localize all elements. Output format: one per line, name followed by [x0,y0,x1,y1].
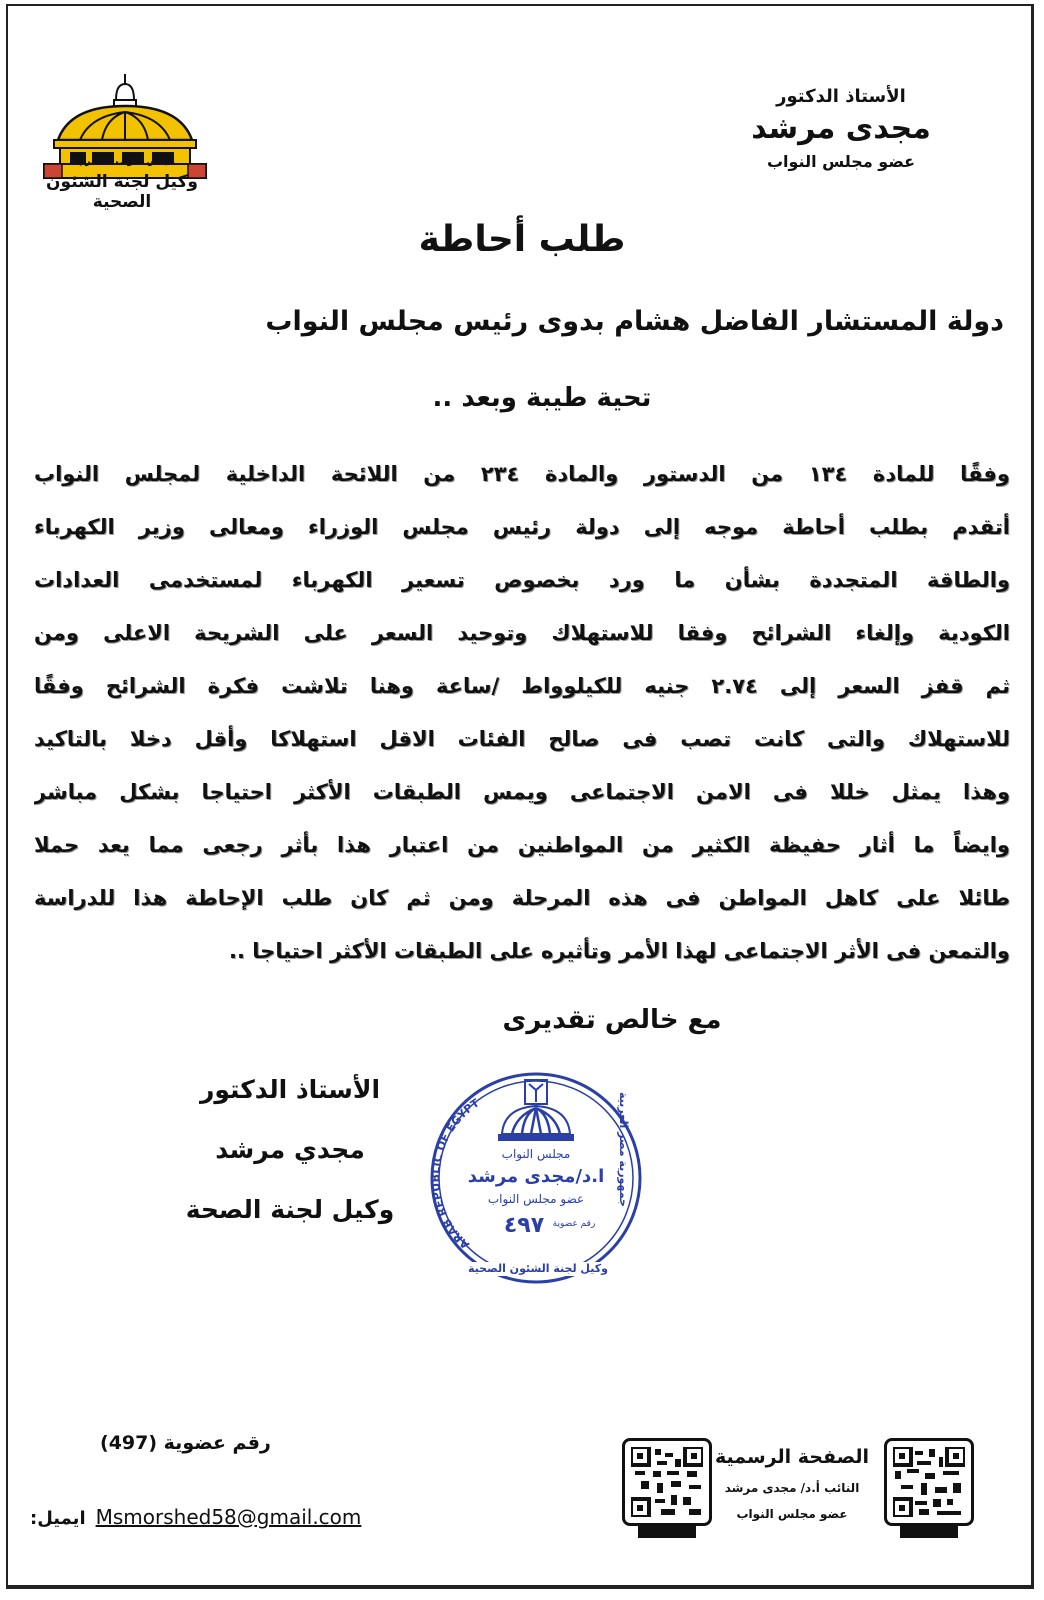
body-line: طائلا على كاهل المواطن فى هذه المرحلة ومن ثم كان طلب الإحاطة هذا للدراسة [34,886,1010,910]
page-title: طلب أحاطة [418,219,626,260]
stamp-name: ا.د/مجدى مرشد [467,1166,605,1187]
signature-role: وكيل لجنة الصحة [185,1195,395,1224]
qr-tag [900,1524,958,1538]
body-line: للاستهلاك والتى كانت تصب فى صالح الفئات الاقل استهلاكا وأقل دخلا بالتاكيد [34,727,1010,751]
qr-tag [638,1524,696,1538]
closing: مع خالص تقديرى [502,1005,722,1035]
qr-code-left[interactable] [622,1438,712,1538]
qr-caption-role: عضو مجلس النواب [736,1507,848,1521]
email-link[interactable]: Msmorshed58@gmail.com [95,1505,362,1529]
qr-caption [714,1444,870,1522]
body-line: أتقدم بطلب أحاطة موجه إلى دولة رئيس مجلس الوزراء ومعالى وزير الكهرباء [34,515,1010,539]
greeting: تحية طيبة وبعد .. [432,383,652,413]
stamp-bottom-text: وكيل لجنة الشئون الصحية [450,1262,626,1276]
qr-code-icon [893,1447,965,1517]
qr-code-icon [631,1447,703,1517]
addressee: دولة المستشار الفاضل هشام بدوى رئيس مجلس النواب [265,306,1004,337]
signature-name: مجدي مرشد [215,1135,365,1164]
logo-caption: وكيل لجنة الشئون الصحية [46,172,198,212]
letterhead-title: الأستاذ الدكتور [776,86,906,107]
qr-code-right[interactable] [884,1438,974,1538]
membership-number: رقم عضوية (497) [100,1432,271,1454]
qr-caption-title: الصفحة الرسمية [714,1446,870,1468]
stamp-role: عضو مجلس النواب [487,1192,585,1206]
letterhead-name: مجدى مرشد [751,111,931,146]
stamp-member-label: رقم عضوية [552,1219,596,1229]
body-line: ثم قفز السعر إلى ٢.٧٤ جنيه للكيلوواط /ساعة وهنا تلاشت فكرة الشرائح وفقًا [34,674,1010,698]
logo-banner-text: مجلس النواب المصري [77,157,175,167]
body-line: والتمعن فى الأثر الاجتماعى لهذا الأمر وتأثيره على الطبقات الأكثر احتياجا .. [229,939,1010,963]
letterhead-role: عضو مجلس النواب [766,152,916,171]
qr-caption-name: النائب أ.د/ مجدى مرشد [724,1481,860,1495]
stamp-member-number: ٤٩٧ [503,1213,545,1238]
body-line: الكودية وإلغاء الشرائح وفقا للاستهلاك وتوحيد السعر على الشريحة الاعلى ومن [34,621,1010,645]
body-line: وايضاً ما أثار حفيظة الكثير من المواطنين من اعتبار هذا بأثر رجعى مما يعد حملا [34,833,1010,857]
signature-block [160,1060,420,1240]
letterhead-right [726,86,956,171]
stamp-ring-english: ARAB REPUBLIC OF EGYPT [429,1096,482,1252]
body-line: وفقًا للمادة ١٣٤ من الدستور والمادة ٢٣٤ من اللائحة الداخلية لمجلس النواب [34,462,1010,486]
letter-body [34,448,1010,978]
body-line: والطاقة المتجددة بشأن ما ورد بخصوص تسعير الكهرباء لمستخدمى العدادات [34,568,1010,592]
stamp-ring-arabic: جمهورية مصر العربية [617,1092,630,1207]
eagle-icon [525,1080,547,1104]
stamp-council: مجلس النواب [501,1147,571,1161]
body-line: وهذا يمثل خللا فى الامن الاجتماعى ويمس الطبقات الأكثر احتياجا بشكل مباشر [34,780,1010,804]
email-row [30,1505,361,1529]
signature-title: الأستاذ الدكتور [199,1075,381,1104]
email-label: ايميل: [30,1508,86,1529]
